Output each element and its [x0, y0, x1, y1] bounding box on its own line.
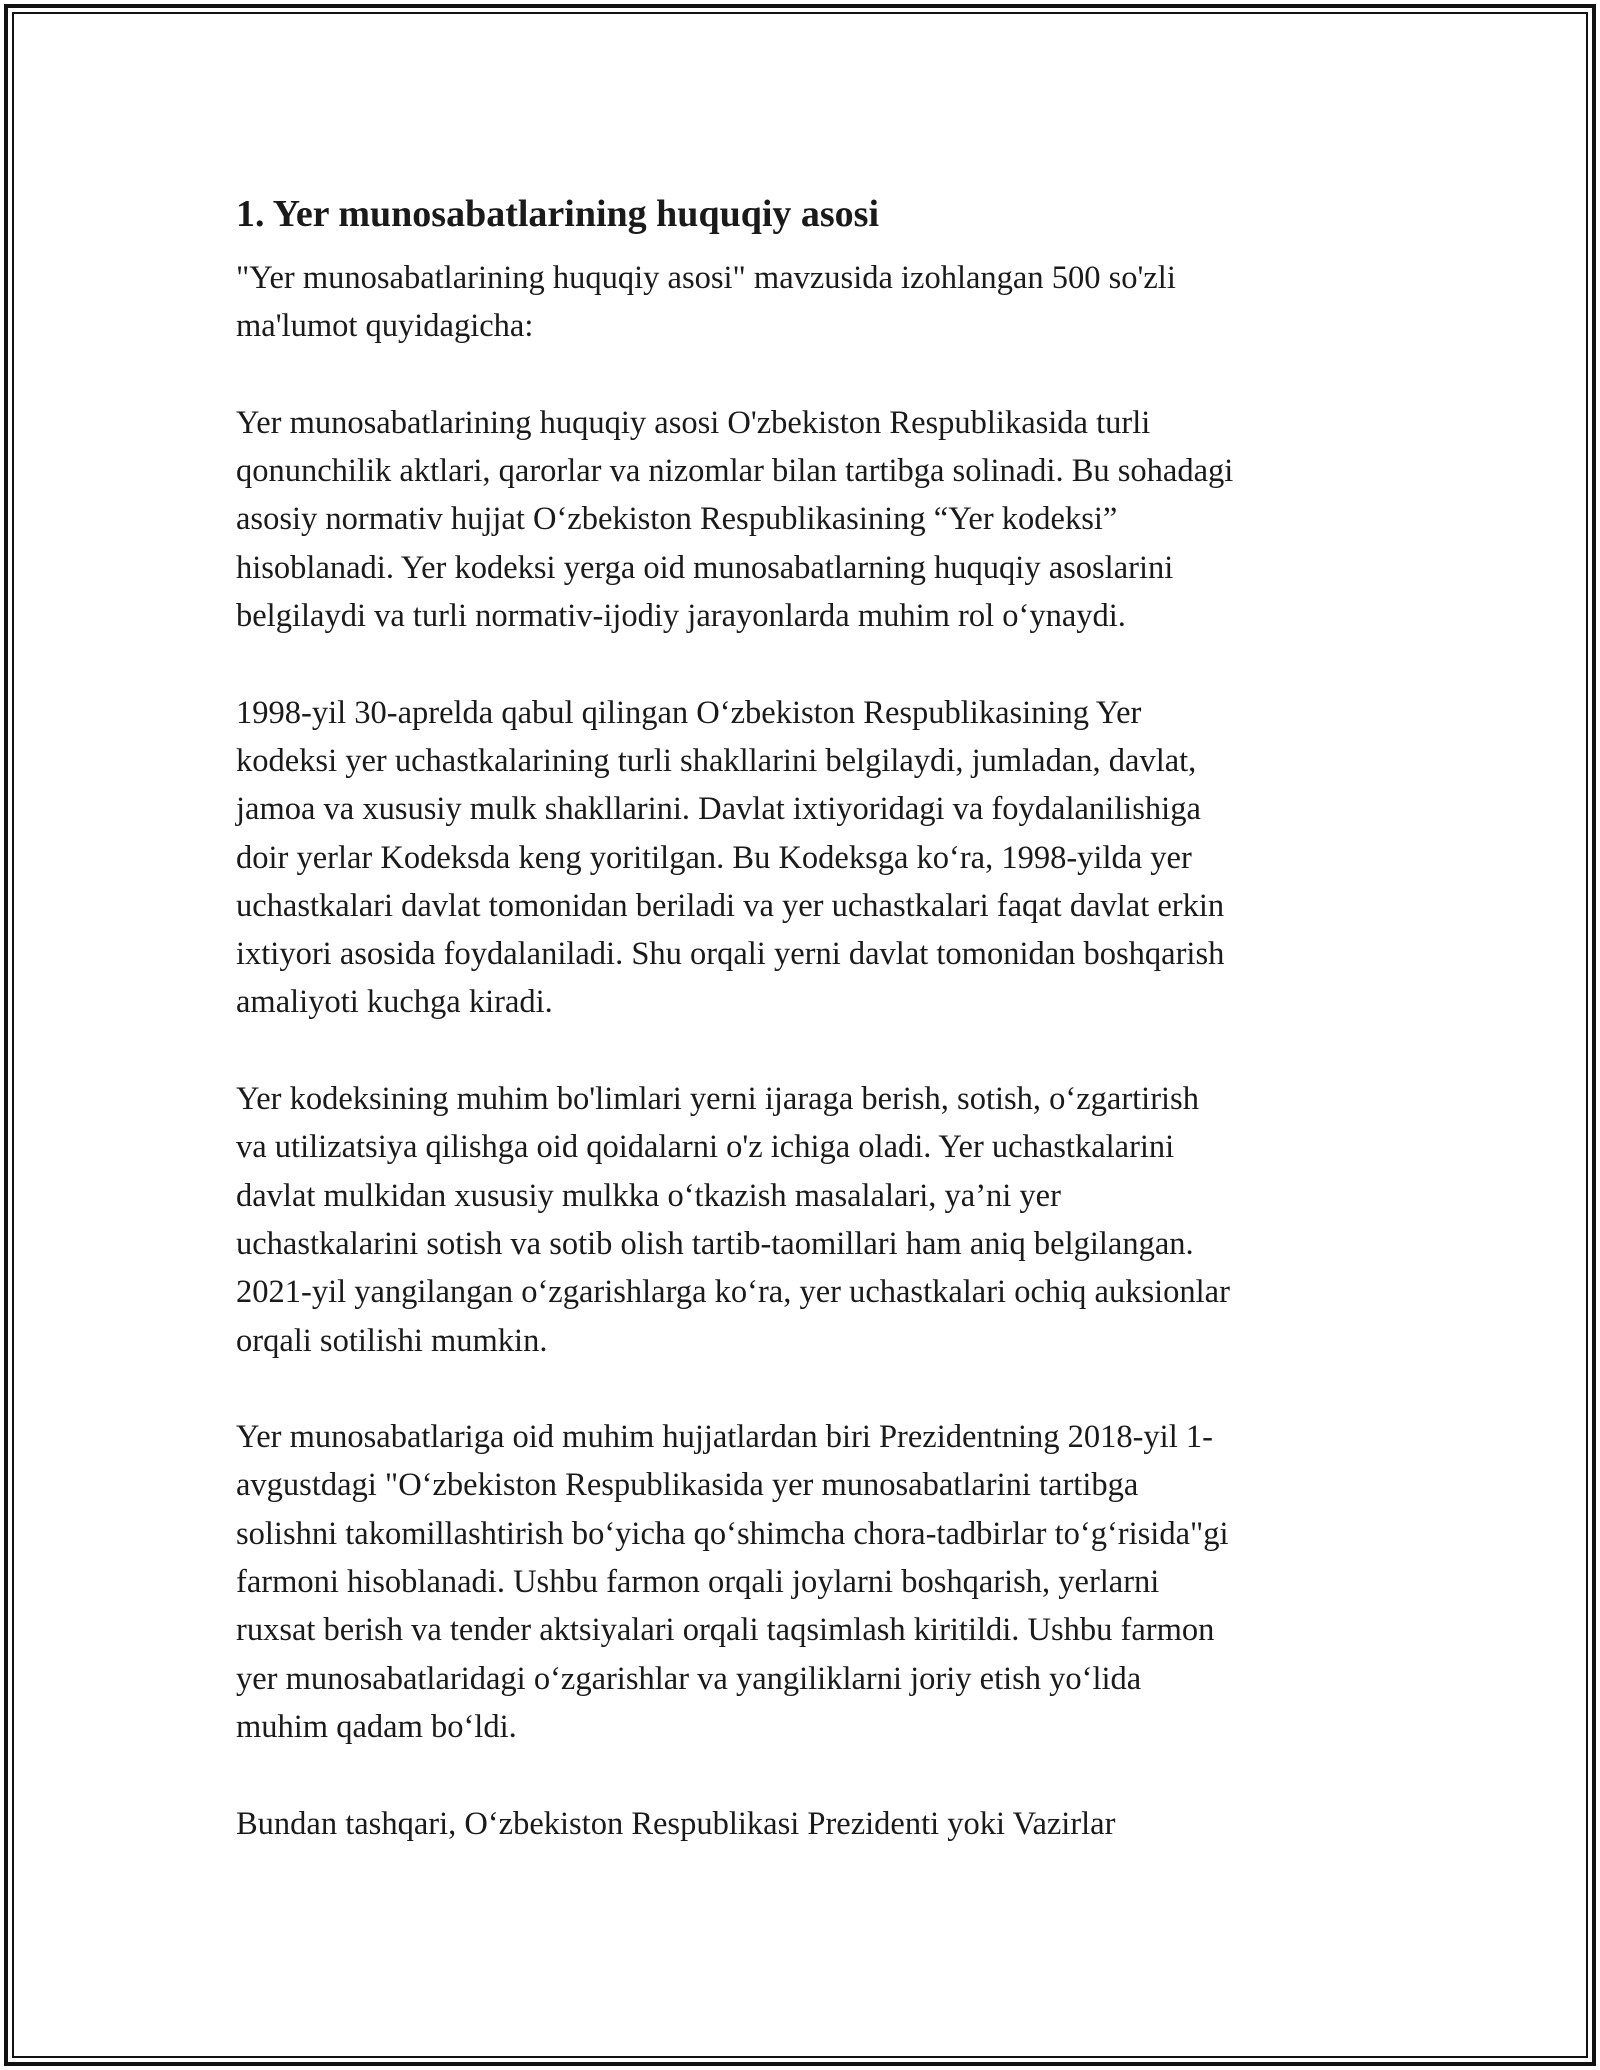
document-body: [236, 186, 1376, 1896]
paragraph-presidential-decree: Yer munosabatlariga oid muhim hujjatlardan biri Prezidentning 2018-yil 1- avgustdagi "O‘zbekiston Respublikasida yer munosabatlarini tartibga solishni takomillashtirish bo‘yicha qo‘shimcha chora-tadbirlar to‘g‘risida"gi farmoni hisoblanadi. Ushbu farmon orqali joylarni boshqarish, yerlarni ruxsat berish va tender aktsiyalari orqali taqsimlash kiritildi. Ushbu farmon yer munosabatlaridagi o‘zgarishlar va yangiliklarni joriy etish yo‘lida muhim qadam bo‘ldi.: [236, 1419, 1229, 1745]
paragraph-land-code-1998: 1998-yil 30-aprelda qabul qilingan O‘zbekiston Respublikasining Yer kodeksi yer uchastkalarining turli shakllarini belgilaydi, jumladan, davlat, jamoa va xususiy mulk shakllarini. Davlat ixtiyoridagi va foydalanilishiga doir yerlar Kodeksda keng yoritilgan. Bu Kodeksga ko‘ra, 1998-yilda yer uchastkalari davlat tomonidan beriladi va yer uchastkalari faqat davlat erkin ixtiyori asosida foydalaniladi. Shu orqali yerni davlat tomonidan boshqarish amaliyoti kuchga kiradi.: [236, 694, 1225, 1021]
paragraph-legal-basis: Yer munosabatlarining huquqiy asosi O'zbekiston Respublikasida turli qonunchilik aktlari, qarorlar va nizomlar bilan tartibga solinadi. Bu sohadagi asosiy normativ hujjat O‘zbekiston Respublikasining “Yer kodeksi” hisoblanadi. Yer kodeksi yerga oid munosabatlarning huquqiy asoslarini belgilaydi va turli normativ-ijodiy jarayonlarda muhim rol o‘ynaydi.: [236, 404, 1234, 635]
paragraph-additionally: Bundan tashqari, O‘zbekiston Respublikasi Prezidenti yoki Vazirlar: [236, 1805, 1116, 1842]
section-heading: 1. Yer munosabatlarining huquqiy asosi: [236, 193, 880, 235]
paragraph-code-sections: Yer kodeksining muhim bo'limlari yerni ijaraga berish, sotish, o‘zgartirish va utilizatsiya qilishga oid qoidalarni o'z ichiga oladi. Yer uchastkalarini davlat mulkidan xususiy mulkka o‘tkazish masalalari, ya’ni yer uchastkalarini sotish va sotib olish tartib-taomillari ham aniq belgilangan. 2021-yil yangilangan o‘zgarishlarga ko‘ra, yer uchastkalari ochiq auksionlar orqali sotilishi mumkin.: [236, 1081, 1230, 1359]
paragraph-intro: "Yer munosabatlarining huquqiy asosi" mavzusida izohlangan 500 so'zli ma'lumot quyidagicha:: [236, 260, 1176, 345]
